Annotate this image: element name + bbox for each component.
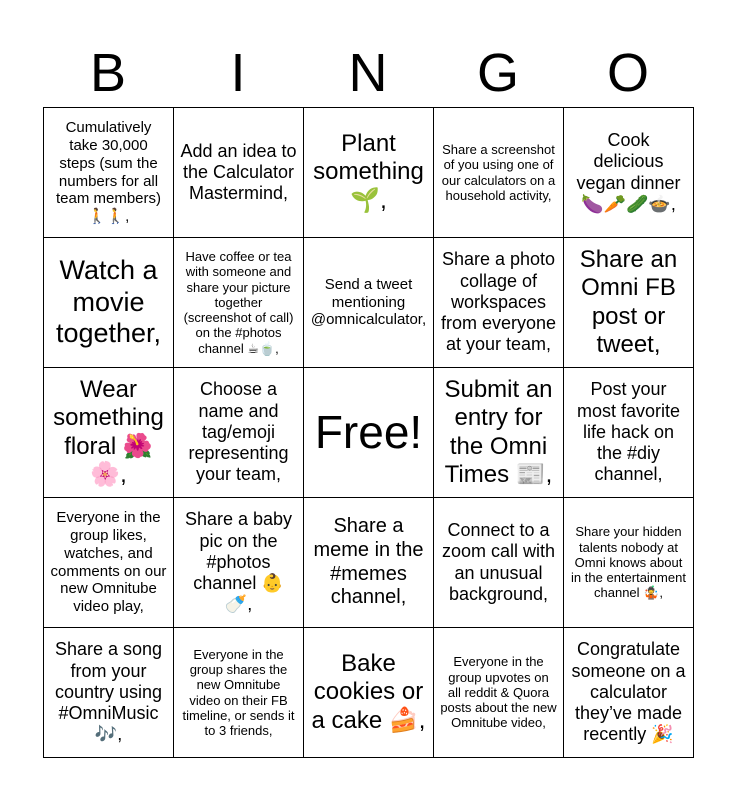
bingo-row bbox=[44, 628, 694, 758]
bingo-cell[interactable]: Cook delicious vegan dinner 🍆🥕🥒🍲, bbox=[564, 108, 694, 238]
bingo-header bbox=[43, 40, 693, 106]
free-cell[interactable]: Free! bbox=[304, 368, 434, 498]
bingo-cell[interactable]: Congratulate someone on a calculator they’ve made recently 🎉 bbox=[564, 628, 694, 758]
bingo-cell[interactable]: Watch a movie together, bbox=[44, 238, 174, 368]
bingo-cell[interactable]: Share a meme in the #memes channel, bbox=[304, 498, 434, 628]
bingo-cell[interactable]: Choose a name and tag/emoji representing your team, bbox=[174, 368, 304, 498]
bingo-cell[interactable]: Add an idea to the Calculator Mastermind, bbox=[174, 108, 304, 238]
bingo-row bbox=[44, 108, 694, 238]
bingo-cell[interactable]: Have coffee or tea with someone and share your picture together (screenshot of call) on the #photos channel ☕🍵, bbox=[174, 238, 304, 368]
bingo-cell[interactable]: Everyone in the group shares the new Omnitube video on their FB timeline, or sends it to 3 friends, bbox=[174, 628, 304, 758]
bingo-cell[interactable]: Cumulatively take 30,000 steps (sum the numbers for all team members) 🚶🚶, bbox=[44, 108, 174, 238]
bingo-row bbox=[44, 498, 694, 628]
bingo-cell[interactable]: Everyone in the group upvotes on all reddit & Quora posts about the new Omnitube video, bbox=[434, 628, 564, 758]
bingo-cell[interactable]: Share an Omni FB post or tweet, bbox=[564, 238, 694, 368]
bingo-cell[interactable]: Bake cookies or a cake 🍰, bbox=[304, 628, 434, 758]
bingo-cell[interactable]: Share your hidden talents nobody at Omni knows about in the entertainment channel 🤹, bbox=[564, 498, 694, 628]
bingo-row bbox=[44, 368, 694, 498]
bingo-cell[interactable]: Plant something 🌱, bbox=[304, 108, 434, 238]
bingo-row bbox=[44, 238, 694, 368]
bingo-cell[interactable]: Post your most favorite life hack on the #diy channel, bbox=[564, 368, 694, 498]
header-letter-o: O bbox=[606, 43, 649, 103]
header-letter-g: G bbox=[476, 43, 519, 103]
header-letter-i: I bbox=[230, 43, 246, 103]
bingo-card bbox=[43, 107, 694, 758]
bingo-cell[interactable]: Share a screenshot of you using one of our calculators on a household activity, bbox=[434, 108, 564, 238]
header-letter-b: B bbox=[89, 43, 127, 103]
bingo-cell[interactable]: Connect to a zoom call with an unusual background, bbox=[434, 498, 564, 628]
bingo-cell[interactable]: Send a tweet mentioning @omnicalculator, bbox=[304, 238, 434, 368]
bingo-cell[interactable]: Share a photo collage of workspaces from everyone at your team, bbox=[434, 238, 564, 368]
bingo-cell[interactable]: Share a song from your country using #OmniMusic 🎶, bbox=[44, 628, 174, 758]
bingo-cell[interactable]: Wear something floral 🌺🌸, bbox=[44, 368, 174, 498]
bingo-cell[interactable]: Submit an entry for the Omni Times 📰, bbox=[434, 368, 564, 498]
header-letter-n: N bbox=[348, 43, 388, 103]
bingo-cell[interactable]: Everyone in the group likes, watches, and comments on our new Omnitube video play, bbox=[44, 498, 174, 628]
bingo-cell[interactable]: Share a baby pic on the #photos channel 👶🍼, bbox=[174, 498, 304, 628]
